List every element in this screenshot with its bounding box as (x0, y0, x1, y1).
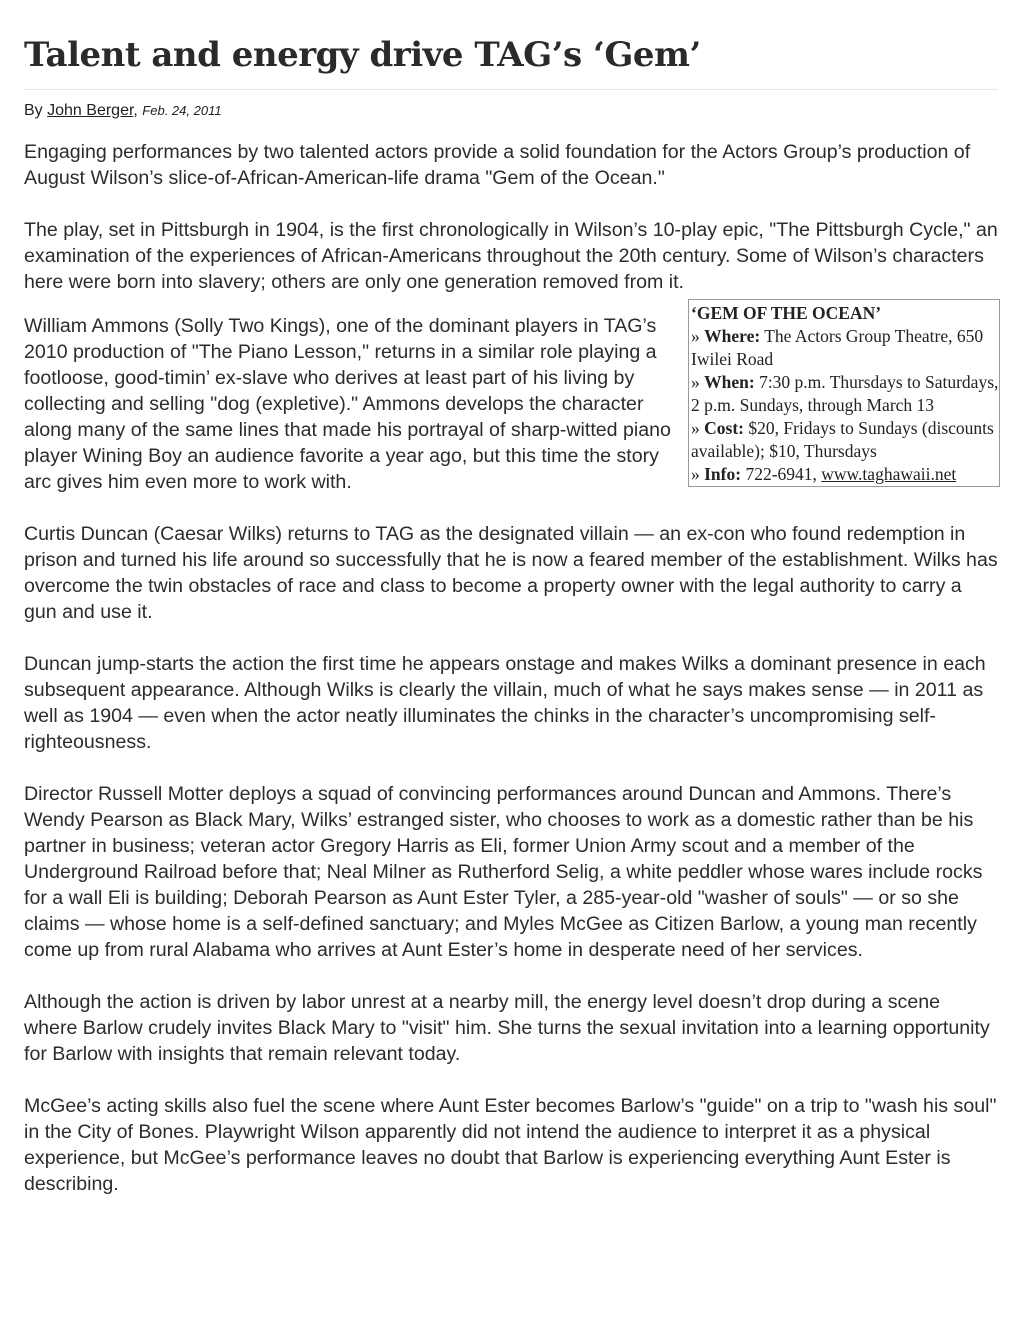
info-phone: 722-6941, (741, 464, 822, 484)
article-body (24, 139, 998, 1197)
publish-date: Feb. 24, 2011 (142, 103, 222, 118)
info-marker: » (691, 372, 705, 392)
article (24, 0, 998, 1223)
paragraph-6: Director Russell Motter deploys a squad of convincing performances around Duncan and Ammons. There’s Wendy Pearson as Black Mary, Wilks’ estranged sister, who chooses to work as a domestic rather than be his partner in business; veteran actor Gregory Harris as Eli, former Union Army scout and a member of the Underground Railroad before that; Neal Milner as Rutherford Selig, a white peddler whose wares include rocks for a wall Eli is building; Deborah Pearson as Aunt Ester Tyler, a 285-year-old "washer of souls" — or so she claims — whose home is a self-defined sanctuary; and Myles McGee as Citizen Barlow, a young man recently come up from rural Alabama who arrives at Aunt Ester’s home in desperate need of her services. (24, 783, 983, 961)
when-label: When: (704, 372, 755, 392)
author-link[interactable]: John Berger (47, 102, 134, 119)
byline-separator: , (133, 102, 143, 119)
info-where (691, 325, 999, 371)
info-label: Info: (704, 464, 742, 484)
cost-value: $20, Fridays to Sundays (discounts available); $10, Thursdays (691, 418, 994, 461)
paragraph-8: McGee’s acting skills also fuel the scene where Aunt Ester becomes Barlow’s "guide" on a trip to "wash his soul" in the City of Bones. Playwright Wilson apparently did not intend the audience to interpret it as a physical experience, but McGee’s performance leaves no doubt that Barlow is experiencing everything Aunt Ester is describing. (24, 1095, 997, 1195)
info-box-title: ‘GEM OF THE OCEAN’ (691, 303, 882, 323)
headline: Talent and energy drive TAG’s ‘Gem’ (24, 35, 701, 75)
paragraph-7: Although the action is driven by labor unrest at a nearby mill, the energy level doesn’t drop during a scene where Barlow crudely invites Black Mary to "visit" him. She turns the sexual invitation into a learning opportunity for Barlow with insights that remain relevant today. (24, 991, 990, 1065)
info-cost (691, 417, 999, 463)
show-info-box (688, 299, 1000, 487)
info-contact (691, 463, 999, 486)
cost-label: Cost: (704, 418, 744, 438)
paragraph-5: Duncan jump-starts the action the first time he appears onstage and makes Wilks a dominant presence in each subsequent appearance. Although Wilks is clearly the villain, much of what he says makes sense — in 2011 as well as 1904 — even when the actor neatly illuminates the chinks in the character’s uncompromising self-righteousness. (24, 653, 986, 753)
info-marker: » (691, 418, 705, 438)
info-when (691, 371, 999, 417)
paragraph-3: William Ammons (Solly Two Kings), one of the dominant players in TAG’s 2010 production of "The Piano Lesson," returns in a similar role playing a footloose, good-timin’ ex-slave who derives at least part of his living by collecting and selling "dog (expletive)." Ammons develops the character along many of the same lines that made his portrayal of sharp-witted piano player Wining Boy an audience favorite a year ago, but this time the story arc gives him even more to work with. (24, 315, 671, 493)
where-value: The Actors Group Theatre, 650 Iwilei Road (691, 326, 984, 369)
paragraph-1: Engaging performances by two talented actors provide a solid foundation for the Actors Group’s production of August Wilson’s slice-of-African-American-life drama "Gem of the Ocean." (24, 141, 971, 189)
website-link[interactable]: www.taghawaii.net (821, 464, 957, 484)
info-marker: » (691, 326, 705, 346)
byline (24, 101, 998, 121)
when-value: 7:30 p.m. Thursdays to Saturdays, 2 p.m. Sundays, through March 13 (691, 372, 999, 415)
info-marker: » (691, 464, 705, 484)
paragraph-4: Curtis Duncan (Caesar Wilks) returns to TAG as the designated villain — an ex-con who found redemption in prison and turned his life around so successfully that he is now a feared member of the establishment. Wilks has overcome the twin obstacles of race and class to become a property owner with the legal authority to carry a gun and use it. (24, 523, 998, 623)
byline-prefix: By (24, 102, 48, 119)
headline-divider (24, 89, 998, 90)
where-label: Where: (704, 326, 761, 346)
paragraph-2: The play, set in Pittsburgh in 1904, is the first chronologically in Wilson’s 10-play epic, "The Pittsburgh Cycle," an examination of the experiences of African-Americans throughout the 20th century. Some of Wilson’s characters here were born into slavery; others are only one generation removed from it. (24, 219, 998, 293)
